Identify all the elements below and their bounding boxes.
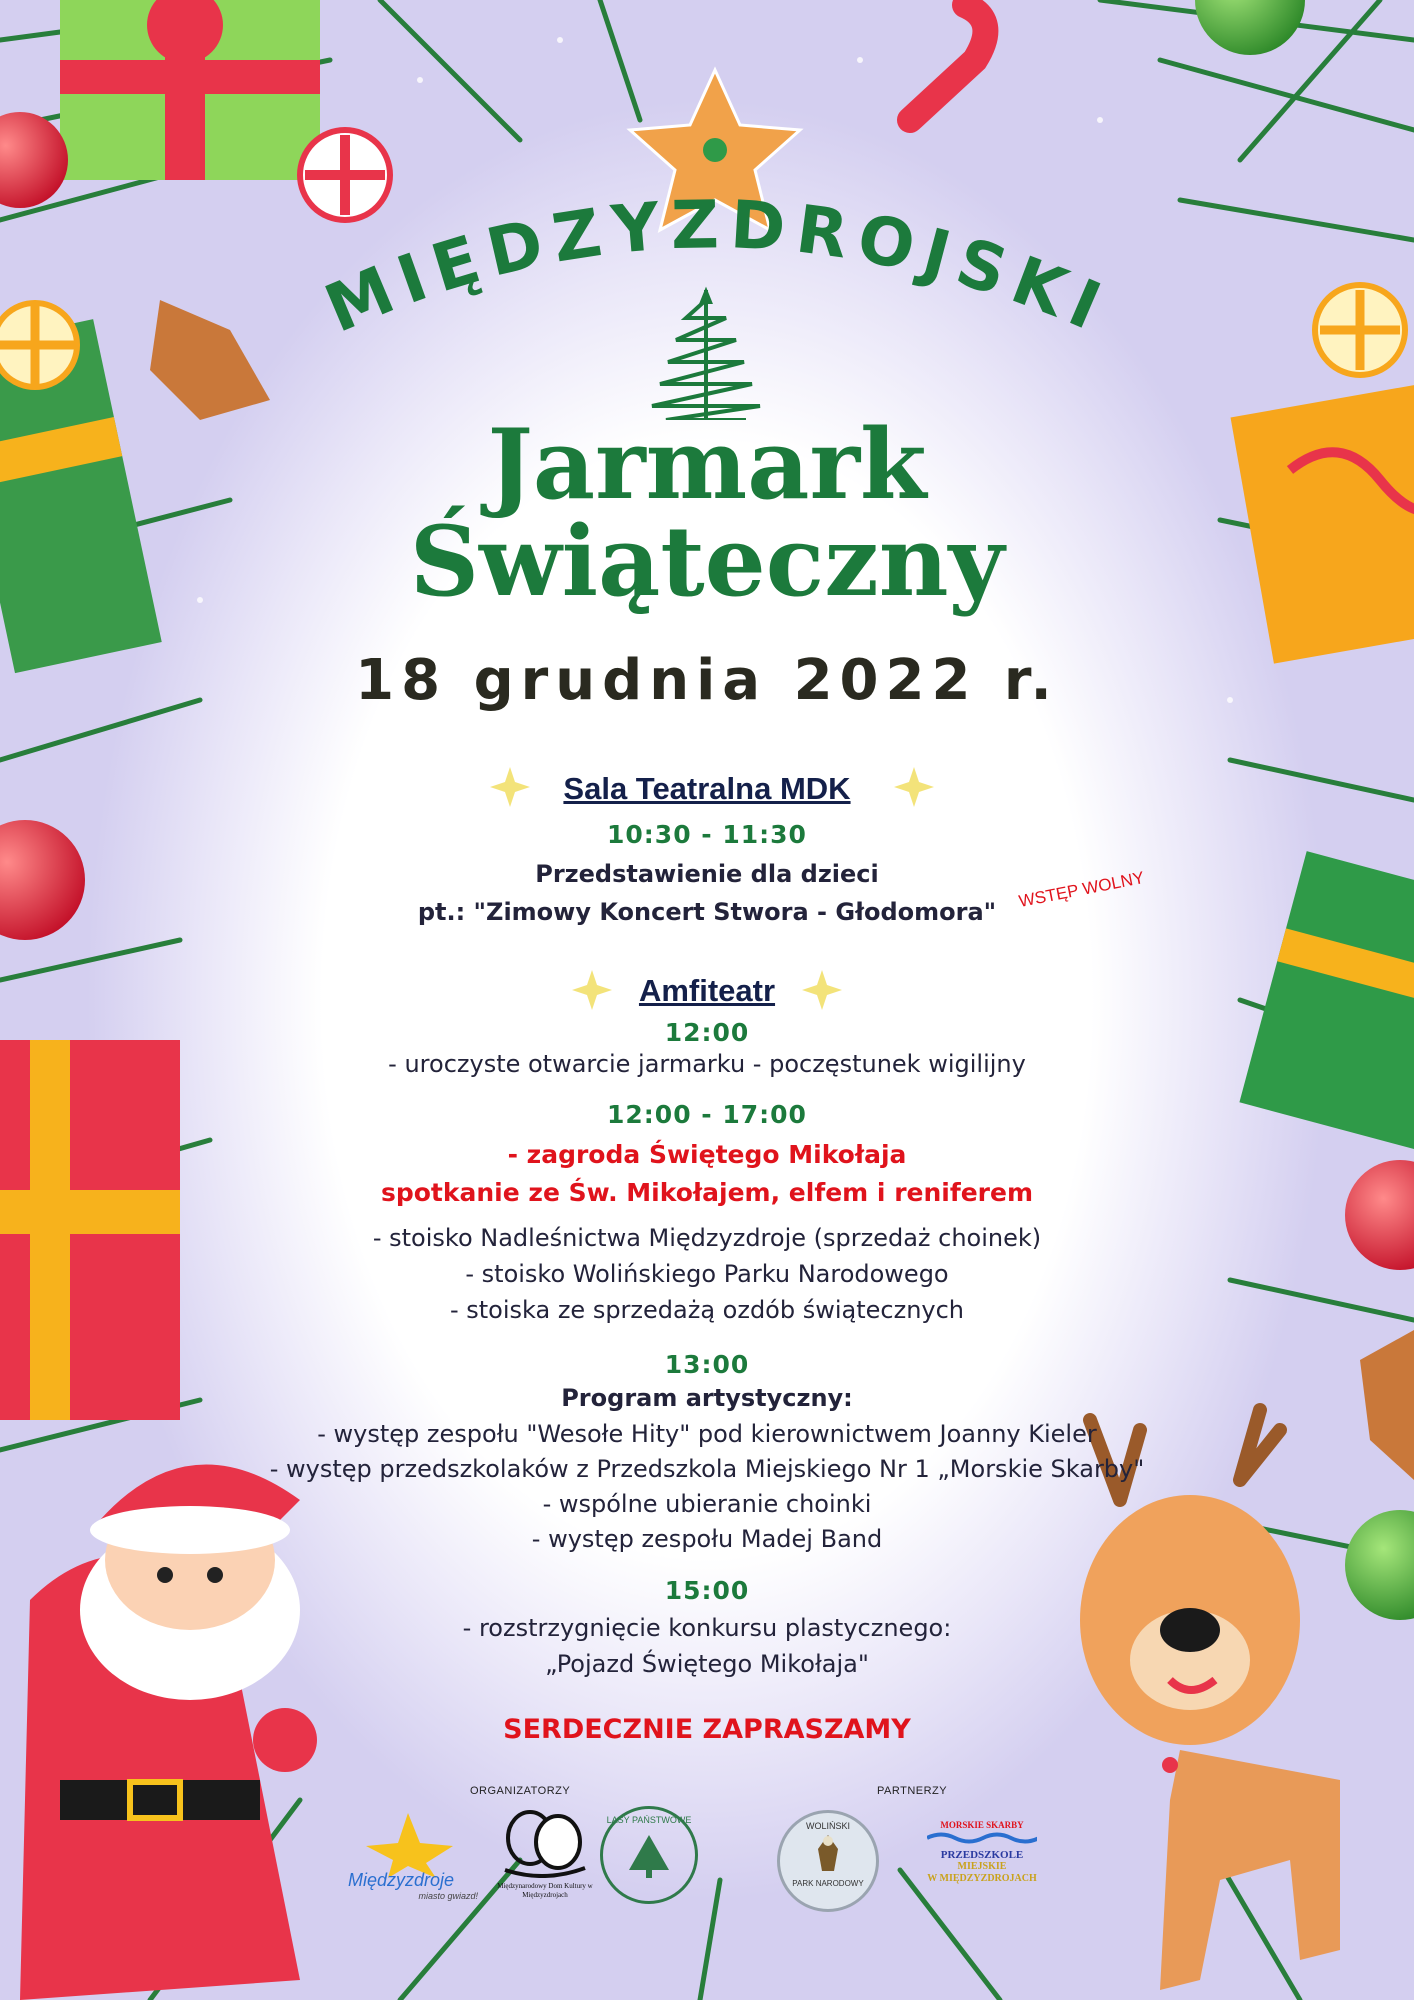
santa-farm-line: - zagroda Świętego Mikołaja — [507, 1140, 907, 1169]
santa-meeting-line: spotkanie ze Św. Mikołajem, elfem i reniferem — [380, 1178, 1034, 1207]
partners-label: PARTNERZY — [877, 1785, 948, 1797]
program-item-2: - występ przedszkolaków z Przedszkola Miejskiego Nr 1 „Morskie Skarby" — [269, 1455, 1145, 1483]
title-line-1: Jarmark — [487, 408, 927, 521]
time-12-00-17-00: 12:00 - 17:00 — [607, 1100, 807, 1129]
wave-icon — [927, 1831, 1037, 1845]
program-item-4: - występ zespołu Madej Band — [531, 1525, 883, 1553]
program-title: Program artystyczny: — [561, 1384, 853, 1412]
organizers-label: ORGANIZATORZY — [470, 1785, 571, 1797]
contest-line-1: - rozstrzygnięcie konkursu plastycznego: — [462, 1614, 952, 1642]
title-arc-text: MIĘDZYZDROJSKI — [314, 186, 1121, 349]
time-10-30: 10:30 - 11:30 — [607, 820, 807, 849]
stand-line-2: - stoisko Wolińskiego Parku Narodowego — [465, 1260, 949, 1288]
stand-line-3: - stoiska ze sprzedażą ozdób świątecznych — [449, 1296, 965, 1324]
title-arc — [0, 0, 1414, 420]
event-date: 18 grudnia 2022 r. — [355, 648, 1059, 713]
theatre-masks-icon — [500, 1808, 590, 1878]
logo-wolinski-park: WOLIŃSKI PARK NARODOWY — [777, 1810, 879, 1912]
performance-name: pt.: "Zimowy Koncert Stwora - Głodomora" — [417, 898, 997, 926]
star-logo-icon — [348, 1808, 478, 1878]
stand-line-1: - stoisko Nadleśnictwa Międzyzdroje (sprzedaż choinek) — [372, 1224, 1042, 1252]
eagle-icon — [808, 1831, 848, 1875]
time-15-00: 15:00 — [664, 1576, 750, 1605]
free-entry-badge: WSTĘP WOLNY — [1017, 868, 1146, 911]
venue-amfiteatr: Amfiteatr — [638, 973, 776, 1008]
time-12-00: 12:00 — [664, 1018, 750, 1047]
performance-title: Przedstawienie dla dzieci — [535, 860, 879, 888]
title-line-2: Świąteczny — [409, 505, 1005, 618]
svg-text:MIĘDZYZDROJSKI — [315, 186, 1121, 349]
logo-lasy-panstwowe: LASY PAŃSTWOWE — [600, 1806, 698, 1904]
program-item-3: - wspólne ubieranie choinki — [542, 1490, 872, 1518]
venue-sala-teatralna: Sala Teatralna MDK — [563, 771, 851, 806]
bauble-red-icon — [1345, 1160, 1414, 1270]
program-item-1: - występ zespołu "Wesołe Hity" pod kierownictwem Joanny Kieler — [317, 1420, 1097, 1448]
invitation: SERDECZNIE ZAPRASZAMY — [503, 1714, 911, 1745]
logo-przedszkole: MORSKIE SKARBY PRZEDSZKOLE MIEJSKIE W MIĘDZYZDROJACH — [922, 1820, 1042, 1900]
tree-logo-icon — [624, 1830, 674, 1880]
christmas-tree-icon — [652, 290, 760, 420]
contest-line-2: „Pojazd Świętego Mikołaja" — [545, 1650, 869, 1678]
logo-miedzyzdroje: Międzyzdroje miasto gwiazd! — [348, 1808, 478, 1908]
time-13-00: 13:00 — [664, 1350, 750, 1379]
logo-mdk: Międzynarodowy Dom Kultury w Międzyzdrojach — [490, 1808, 600, 1918]
opening-line: - uroczyste otwarcie jarmarku - poczęstunek wigilijny — [388, 1050, 1026, 1078]
